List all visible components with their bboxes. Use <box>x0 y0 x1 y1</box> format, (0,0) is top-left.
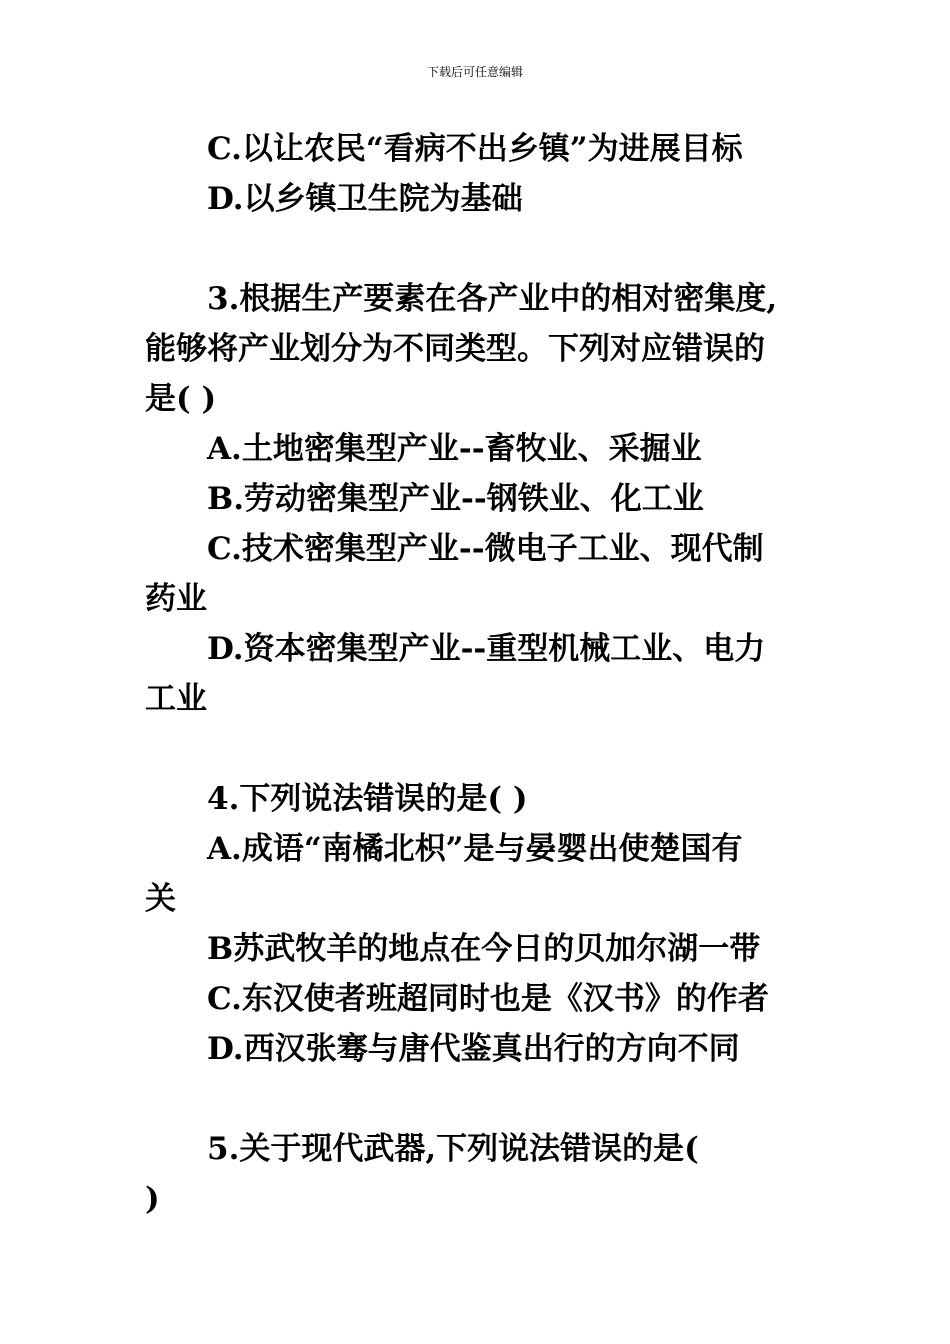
question-4-option-d: D.西汉张骞与唐代鉴真出行的方向不同 <box>207 1031 740 1067</box>
question-3-option-b: B.劳动密集型产业--钢铁业、化工业 <box>207 481 704 517</box>
question-5-stem-line-1: 5.关于现代武器,下列说法错误的是( <box>207 1131 699 1167</box>
question-3-stem-line-2: 能够将产业划分为不同类型。下列对应错误的 <box>145 331 765 367</box>
question-2-option-c: C.以让农民“看病不出乡镇”为进展目标 <box>207 131 743 167</box>
paragraph-gap <box>145 224 805 274</box>
paragraph-gap <box>145 724 805 774</box>
question-2-option-d: D.以乡镇卫生院为基础 <box>207 181 523 217</box>
question-3-stem-line-3: 是( ) <box>145 381 217 417</box>
question-3-option-a: A.土地密集型产业--畜牧业、采掘业 <box>207 431 702 467</box>
question-4-option-c: C.东汉使者班超同时也是《汉书》的作者 <box>207 981 769 1017</box>
question-3-option-c-line-1: C.技术密集型产业--微电子工业、现代制 <box>207 531 764 567</box>
question-4-option-a-line-2: 关 <box>145 881 176 917</box>
question-5-stem-line-2: ) <box>145 1181 160 1217</box>
page-header-note: 下载后可任意编辑 <box>426 65 523 79</box>
document-body <box>145 124 805 1224</box>
question-4-option-b: B苏武牧羊的地点在今日的贝加尔湖一带 <box>207 931 761 967</box>
question-3-option-c-line-2: 药业 <box>145 581 207 617</box>
paragraph-gap <box>145 1074 805 1124</box>
question-3-option-d-line-2: 工业 <box>145 681 207 717</box>
question-4-stem: 4.下列说法错误的是( ) <box>207 781 528 817</box>
question-3-option-d-line-1: D.资本密集型产业--重型机械工业、电力 <box>207 631 766 667</box>
question-4-option-a-line-1: A.成语“南橘北枳”是与晏婴出使楚国有 <box>207 831 743 867</box>
question-3-stem-line-1: 3.根据生产要素在各产业中的相对密集度, <box>207 281 778 317</box>
